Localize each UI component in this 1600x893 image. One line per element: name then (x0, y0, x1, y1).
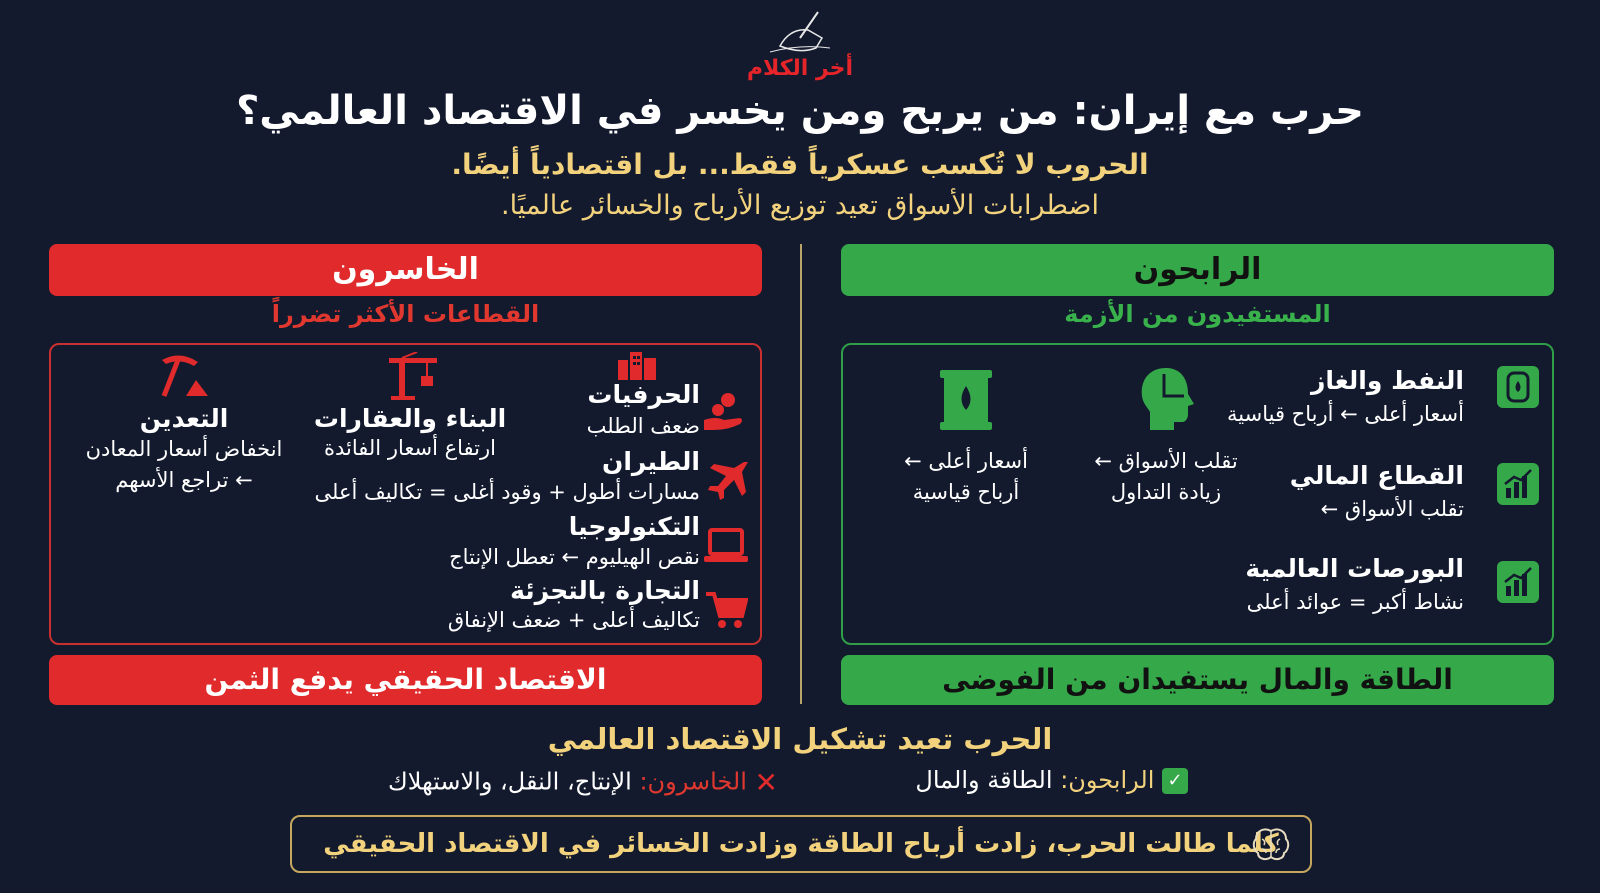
winner-desc-finance: تقلب الأسواق ← (1320, 497, 1464, 521)
center-divider (800, 244, 802, 704)
logo-text: أخر الكلام (746, 56, 854, 81)
airplane-icon (704, 458, 748, 506)
loser-desc-crafts: ضعف الطلب (586, 414, 700, 438)
winner-desc-oil: أسعار أعلى ← أرباح قياسية (1227, 402, 1464, 426)
shopping-cart-icon (704, 590, 748, 634)
hand-coins-icon (702, 390, 746, 438)
winner-title-finance: القطاع المالي (1289, 461, 1464, 490)
loser-desc-mining-line2: ← تراجع الأسهم (115, 468, 253, 492)
loser-desc-technology: نقص الهيليوم ← تعطل الإنتاج (449, 545, 700, 569)
subtitle-primary: الحروب لا تُكسب عسكرياً فقط... بل اقتصادياً أيضًا. (451, 148, 1149, 181)
losers-header: الخاسرون (49, 244, 762, 296)
loser-desc-construction: ارتفاع أسعار الفائدة (324, 436, 496, 460)
winners-subheader: المستفيدون من الأزمة (1064, 300, 1331, 328)
page-title: حرب مع إيران: من يربح ومن يخسر في الاقتصاد العالمي؟ (236, 88, 1364, 134)
loser-desc-retail: تكاليف أعلى + ضعف الإنفاق (447, 608, 700, 632)
crane-icon (387, 352, 439, 404)
winner-middle-line1: تقلب الأسواق ← (1094, 449, 1238, 473)
oil-barrel-icon (936, 368, 996, 436)
winner-title-exchanges: البورصات العالمية (1245, 554, 1464, 583)
loser-title-mining: التعدين (139, 404, 229, 433)
loser-title-crafts: الحرفيات (587, 380, 700, 409)
summary-losers (388, 766, 778, 799)
laptop-icon (704, 528, 748, 568)
loser-desc-mining (70, 434, 298, 496)
loser-desc-aviation: مسارات أطول + وقود أغلى = تكاليف أعلى (314, 480, 700, 504)
loser-title-construction: البناء والعقارات (313, 404, 507, 433)
bottom-banner-text: كلما طالت الحرب، زادت أرباح الطاقة وزادت الخسائر في الاقتصاد الحقيقي (323, 829, 1279, 859)
pickaxe-icon (158, 352, 214, 404)
logo (720, 8, 880, 88)
loser-title-technology: التكنولوجيا (568, 512, 700, 541)
buildings-icon (616, 348, 660, 384)
winners-header: الرابحون (841, 244, 1554, 296)
summary-losers-text: الإنتاج، النقل، والاستهلاك (387, 767, 632, 796)
conclusion-title: الحرب تعيد تشكيل الاقتصاد العالمي (547, 722, 1053, 756)
head-profile-icon (1134, 366, 1198, 436)
loser-desc-mining-line1: انخفاض أسعار المعادن (85, 437, 283, 461)
summary-line (0, 766, 1600, 806)
winner-left-line2: أرباح قياسية (912, 480, 1020, 504)
winner-middle-desc (1078, 446, 1254, 508)
summary-losers-label: الخاسرون: (639, 767, 747, 796)
loser-title-retail: التجارة بالتجزئة (510, 576, 700, 605)
losers-subheader: القطاعات الأكثر تضرراً (271, 300, 540, 328)
growth-chart-icon (1496, 560, 1540, 608)
bar-chart-icon (1496, 462, 1540, 510)
winner-left-desc (876, 446, 1056, 508)
summary-winners (915, 766, 1188, 794)
winner-left-line1: أسعار أعلى ← (904, 449, 1028, 473)
loser-title-aviation: الطيران (602, 447, 700, 476)
oil-barrel-icon (1496, 365, 1540, 413)
pen-hand-icon (760, 8, 840, 58)
bottom-banner (290, 815, 1312, 873)
x-icon: ✕ (754, 766, 778, 799)
losers-footer: الاقتصاد الحقيقي يدفع الثمن (49, 655, 762, 705)
summary-winners-text: الطاقة والمال (915, 766, 1053, 794)
summary-winners-label: الرابحون: (1060, 766, 1155, 794)
winner-title-oil: النفط والغاز (1310, 366, 1464, 395)
winner-desc-exchanges: نشاط أكبر = عوائد أعلى (1246, 590, 1464, 614)
winner-middle-line2: زيادة التداول (1110, 480, 1222, 504)
subtitle-secondary: اضطرابات الأسواق تعيد توزيع الأرباح والخسائر عالميًا. (501, 190, 1099, 221)
winners-footer: الطاقة والمال يستفيدان من الفوضى (841, 655, 1554, 705)
check-icon: ✓ (1162, 768, 1188, 794)
brain-icon (1252, 827, 1290, 882)
